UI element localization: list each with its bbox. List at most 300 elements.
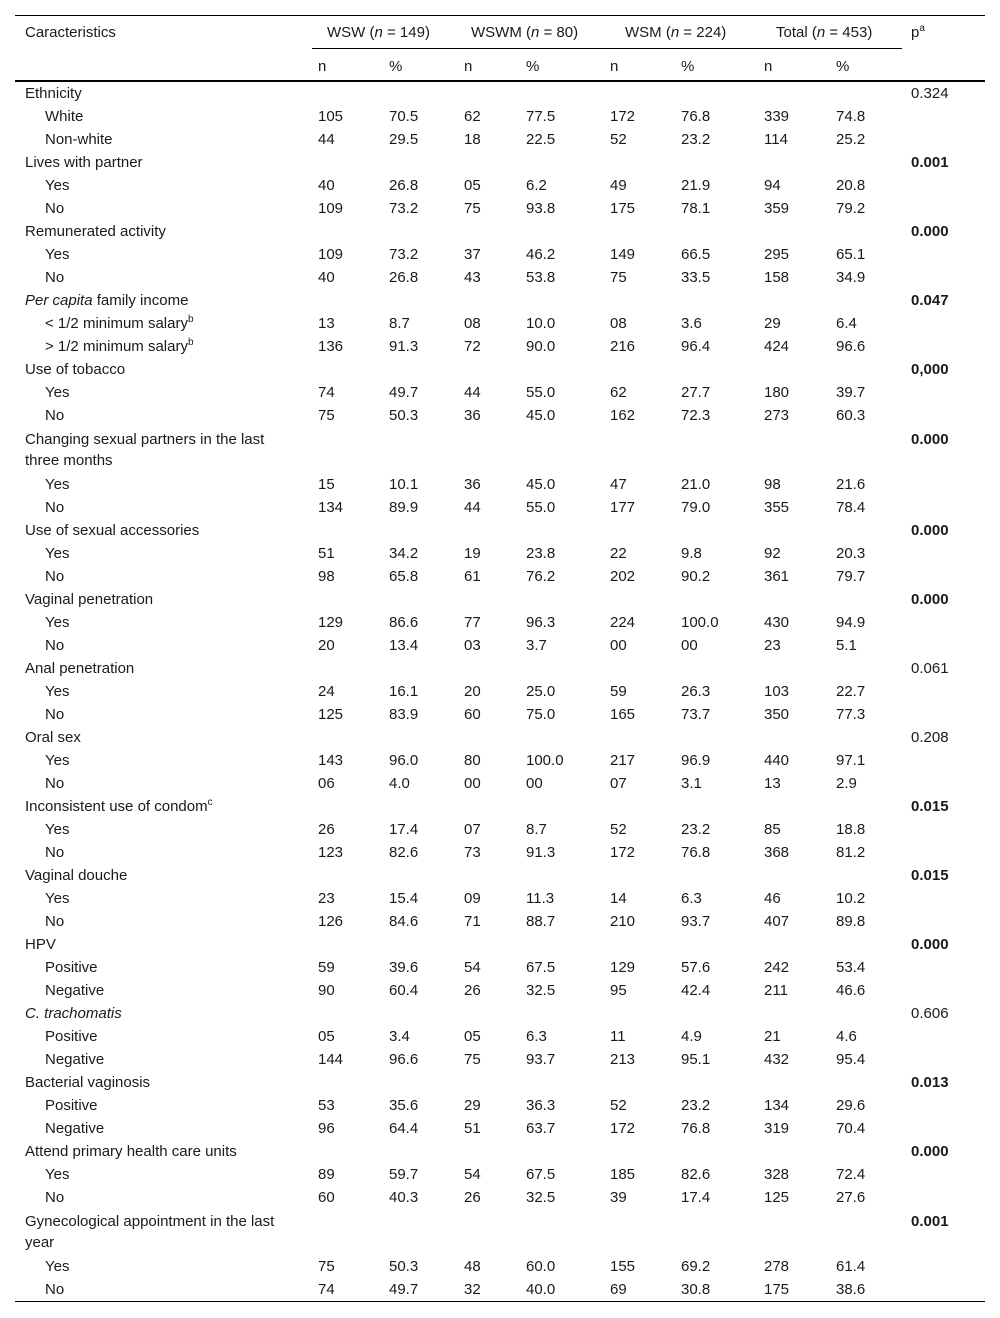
row-label: Yes (45, 246, 70, 263)
cell-wsw-n: 144 (318, 1051, 344, 1068)
row-label: Yes (45, 752, 70, 769)
p-value: 0.001 (911, 1213, 949, 1230)
p-value: 0.324 (911, 85, 949, 102)
cell-wswm-n: 71 (464, 913, 481, 930)
cell-total-n: 21 (764, 1028, 781, 1045)
cell-wsw-n: 90 (318, 982, 335, 999)
cell-wswm-n: 32 (464, 1281, 481, 1298)
category-row (15, 289, 985, 312)
cell-wsm-pct: 4.9 (681, 1028, 702, 1045)
cell-total-pct: 61.4 (836, 1258, 866, 1275)
cell-wswm-pct: 63.7 (526, 1120, 556, 1137)
header-wswm-pct: % (526, 58, 540, 75)
cell-wsw-pct: 8.7 (389, 315, 410, 332)
p-value: 0.015 (911, 798, 949, 815)
cell-wswm-n: 00 (464, 775, 481, 792)
p-value: 0.015 (911, 867, 949, 884)
cell-wsm-n: 213 (610, 1051, 636, 1068)
cell-wswm-pct: 6.3 (526, 1028, 547, 1045)
cell-wswm-pct: 55.0 (526, 384, 556, 401)
p-value: 0.000 (911, 591, 949, 608)
cell-wsm-n: 00 (610, 637, 627, 654)
category-label: Remunerated activity (25, 223, 166, 240)
cell-wswm-n: 19 (464, 545, 481, 562)
row-label: No (45, 499, 65, 516)
cell-wswm-pct: 77.5 (526, 108, 556, 125)
cell-wsw-n: 109 (318, 246, 344, 263)
cell-wsw-pct: 65.8 (389, 568, 419, 585)
row-label: Yes (45, 476, 70, 493)
cell-wsw-n: 129 (318, 614, 344, 631)
cell-total-n: 211 (764, 982, 788, 999)
cell-total-n: 175 (764, 1281, 790, 1298)
cell-wsw-n: 44 (318, 131, 335, 148)
cell-wsm-pct: 76.8 (681, 108, 711, 125)
cell-total-pct: 79.2 (836, 200, 866, 217)
cell-wswm-pct: 23.8 (526, 545, 556, 562)
cell-wsw-n: 125 (318, 706, 344, 723)
cell-wswm-n: 08 (464, 315, 481, 332)
cell-total-pct: 53.4 (836, 959, 866, 976)
row-label: No (45, 637, 65, 654)
cell-wsm-pct: 72.3 (681, 407, 711, 424)
cell-wsm-n: 49 (610, 177, 627, 194)
cell-wswm-n: 72 (464, 338, 481, 355)
cell-wsm-n: 185 (610, 1166, 636, 1183)
cell-wsw-n: 20 (318, 637, 335, 654)
row-label: No (45, 568, 65, 585)
cell-wswm-n: 54 (464, 1166, 481, 1183)
cell-total-pct: 34.9 (836, 269, 866, 286)
cell-wswm-n: 05 (464, 1028, 481, 1045)
header-wsm-n: n (610, 58, 619, 75)
row-label: Positive (45, 1028, 98, 1045)
cell-total-pct: 70.4 (836, 1120, 866, 1137)
cell-wswm-pct: 10.0 (526, 315, 556, 332)
cell-total-n: 430 (764, 614, 790, 631)
row-label: No (45, 844, 65, 861)
row-label: > 1/2 minimum salary$^b$ (45, 337, 194, 355)
category-row (15, 427, 985, 473)
row-label: Yes (45, 177, 70, 194)
cell-wswm-n: 60 (464, 706, 481, 723)
table-body (15, 82, 985, 1301)
cell-total-n: 13 (764, 775, 781, 792)
cell-wswm-n: 09 (464, 890, 481, 907)
cell-wsm-pct: 17.4 (681, 1189, 711, 1206)
category-row (15, 1140, 985, 1163)
cell-wswm-pct: 00 (526, 775, 543, 792)
cell-wswm-pct: 32.5 (526, 982, 556, 999)
cell-wsm-pct: 33.5 (681, 269, 711, 286)
header-group-wswm: WSWM (n = 80) (471, 24, 579, 41)
cell-wswm-n: 37 (464, 246, 481, 263)
cell-wsm-n: 47 (610, 476, 627, 493)
p-value: 0.000 (911, 223, 949, 240)
table-row (15, 105, 985, 128)
cell-total-pct: 29.6 (836, 1097, 866, 1114)
cell-wswm-n: 48 (464, 1258, 481, 1275)
cell-total-n: 359 (764, 200, 790, 217)
cell-wsm-n: 165 (610, 706, 636, 723)
cell-wsm-pct: 96.9 (681, 752, 711, 769)
table-row (15, 772, 985, 795)
header-wsw-pct: % (389, 58, 403, 75)
cell-total-pct: 72.4 (836, 1166, 866, 1183)
category-label: Per capita family income (25, 292, 189, 309)
category-label: HPV (25, 936, 56, 953)
cell-wswm-n: 05 (464, 177, 481, 194)
table-row (15, 956, 985, 979)
cell-wsm-pct: 6.3 (681, 890, 702, 907)
cell-wsm-n: 149 (610, 246, 636, 263)
header-row-subcolumns (15, 49, 985, 80)
p-value: 0.047 (911, 292, 949, 309)
cell-wswm-pct: 25.0 (526, 683, 556, 700)
cell-total-n: 350 (764, 706, 790, 723)
cell-wswm-n: 75 (464, 200, 481, 217)
cell-wsm-pct: 90.2 (681, 568, 711, 585)
table-row (15, 818, 985, 841)
cell-total-pct: 5.1 (836, 637, 857, 654)
category-label: Use of sexual accessories (25, 522, 200, 539)
cell-wswm-pct: 67.5 (526, 959, 556, 976)
table-row (15, 749, 985, 772)
cell-total-pct: 38.6 (836, 1281, 866, 1298)
cell-wsm-pct: 21.0 (681, 476, 711, 493)
cell-wsw-n: 126 (318, 913, 344, 930)
cell-total-pct: 77.3 (836, 706, 866, 723)
cell-wsw-n: 89 (318, 1166, 335, 1183)
cell-wsw-pct: 13.4 (389, 637, 419, 654)
row-label: Yes (45, 890, 70, 907)
cell-wswm-n: 07 (464, 821, 481, 838)
cell-wsw-n: 96 (318, 1120, 335, 1137)
cell-total-pct: 74.8 (836, 108, 866, 125)
cell-wsw-pct: 4.0 (389, 775, 410, 792)
table-bottom-rule (15, 1301, 985, 1302)
cell-total-pct: 25.2 (836, 131, 866, 148)
cell-total-n: 278 (764, 1258, 790, 1275)
header-group-total: Total (n = 453) (776, 24, 873, 41)
cell-total-pct: 21.6 (836, 476, 866, 493)
p-value: 0,000 (911, 361, 949, 378)
table-row (15, 473, 985, 496)
cell-wsw-n: 136 (318, 338, 344, 355)
cell-wsw-pct: 84.6 (389, 913, 419, 930)
header-wsw-n: n (318, 58, 327, 75)
table-row (15, 1255, 985, 1278)
cell-wsw-n: 53 (318, 1097, 335, 1114)
cell-wsw-pct: 91.3 (389, 338, 419, 355)
cell-wsm-n: 210 (610, 913, 636, 930)
cell-wsm-n: 69 (610, 1281, 627, 1298)
cell-wsm-pct: 100.0 (681, 614, 719, 631)
cell-wsm-n: 202 (610, 568, 636, 585)
p-value: 0.000 (911, 522, 949, 539)
cell-wsw-pct: 73.2 (389, 246, 419, 263)
cell-total-pct: 22.7 (836, 683, 866, 700)
p-value: 0.061 (911, 660, 949, 677)
category-label: Oral sex (25, 729, 81, 746)
cell-wswm-n: 03 (464, 637, 481, 654)
row-label: No (45, 407, 65, 424)
cell-wsw-pct: 83.9 (389, 706, 419, 723)
cell-wswm-pct: 6.2 (526, 177, 547, 194)
cell-wswm-n: 36 (464, 407, 481, 424)
cell-wsm-pct: 69.2 (681, 1258, 711, 1275)
cell-total-n: 92 (764, 545, 781, 562)
cell-total-n: 85 (764, 821, 781, 838)
cell-wsm-n: 172 (610, 844, 636, 861)
cell-total-n: 319 (764, 1120, 790, 1137)
cell-wsw-n: 05 (318, 1028, 335, 1045)
cell-wsw-n: 109 (318, 200, 344, 217)
table-row (15, 887, 985, 910)
cell-wsm-pct: 30.8 (681, 1281, 711, 1298)
cell-wswm-pct: 22.5 (526, 131, 556, 148)
cell-wswm-pct: 96.3 (526, 614, 556, 631)
cell-wsm-n: 75 (610, 269, 627, 286)
cell-wswm-pct: 60.0 (526, 1258, 556, 1275)
cell-total-n: 440 (764, 752, 790, 769)
cell-wsw-n: 98 (318, 568, 335, 585)
table-row (15, 841, 985, 864)
table-row (15, 1278, 985, 1301)
cell-wsw-n: 13 (318, 315, 335, 332)
category-row (15, 795, 985, 818)
cell-wsw-n: 60 (318, 1189, 335, 1206)
data-table (15, 15, 985, 1301)
row-label: White (45, 108, 84, 125)
cell-total-pct: 78.4 (836, 499, 866, 516)
row-label: Non-white (45, 131, 113, 148)
row-label: Yes (45, 614, 70, 631)
cell-wsm-pct: 78.1 (681, 200, 711, 217)
category-row (15, 151, 985, 174)
header-wsm-pct: % (681, 58, 695, 75)
table-row (15, 703, 985, 726)
table-row (15, 197, 985, 220)
cell-wsm-pct: 66.5 (681, 246, 711, 263)
row-label: No (45, 1281, 65, 1298)
cell-wsw-n: 26 (318, 821, 335, 838)
category-row (15, 519, 985, 542)
cell-total-n: 180 (764, 384, 790, 401)
cell-wswm-pct: 55.0 (526, 499, 556, 516)
cell-total-pct: 89.8 (836, 913, 866, 930)
category-row (15, 588, 985, 611)
cell-wswm-pct: 32.5 (526, 1189, 556, 1206)
cell-wsw-pct: 3.4 (389, 1028, 410, 1045)
cell-wswm-n: 44 (464, 499, 481, 516)
cell-wsm-pct: 42.4 (681, 982, 711, 999)
cell-total-n: 368 (764, 844, 790, 861)
cell-total-n: 339 (764, 108, 790, 125)
table-row (15, 312, 985, 335)
cell-wsw-n: 143 (318, 752, 344, 769)
table-row (15, 1025, 985, 1048)
cell-wsw-pct: 96.6 (389, 1051, 419, 1068)
cell-total-pct: 96.6 (836, 338, 866, 355)
category-row (15, 933, 985, 956)
cell-wswm-n: 29 (464, 1097, 481, 1114)
cell-wsw-n: 74 (318, 384, 335, 401)
cell-wswm-pct: 76.2 (526, 568, 556, 585)
cell-wsm-n: 155 (610, 1258, 636, 1275)
cell-total-pct: 79.7 (836, 568, 866, 585)
cell-wsm-pct: 3.6 (681, 315, 702, 332)
cell-total-pct: 6.4 (836, 315, 857, 332)
row-label: No (45, 775, 65, 792)
cell-wsm-n: 62 (610, 384, 627, 401)
cell-wsw-pct: 50.3 (389, 407, 419, 424)
cell-wsw-pct: 35.6 (389, 1097, 419, 1114)
cell-wsm-pct: 93.7 (681, 913, 711, 930)
cell-total-n: 29 (764, 315, 781, 332)
cell-wsm-n: 95 (610, 982, 627, 999)
cell-wsw-pct: 26.8 (389, 177, 419, 194)
cell-total-n: 125 (764, 1189, 790, 1206)
cell-wsm-n: 14 (610, 890, 627, 907)
category-label: Anal penetration (25, 660, 135, 677)
cell-wsw-pct: 64.4 (389, 1120, 419, 1137)
cell-wswm-pct: 3.7 (526, 637, 547, 654)
category-label: Lives with partner (25, 154, 143, 171)
cell-wsm-n: 216 (610, 338, 636, 355)
cell-wsw-n: 75 (318, 1258, 335, 1275)
cell-wsm-n: 217 (610, 752, 636, 769)
cell-total-pct: 18.8 (836, 821, 866, 838)
cell-wsw-n: 06 (318, 775, 335, 792)
cell-wswm-pct: 45.0 (526, 476, 556, 493)
p-value: 0.606 (911, 1005, 949, 1022)
row-label: Positive (45, 1097, 98, 1114)
cell-wsw-pct: 86.6 (389, 614, 419, 631)
p-value: 0.000 (911, 936, 949, 953)
table-row (15, 404, 985, 427)
cell-wswm-n: 26 (464, 1189, 481, 1206)
cell-wsm-n: 175 (610, 200, 636, 217)
cell-wsm-pct: 27.7 (681, 384, 711, 401)
row-label: Negative (45, 1120, 105, 1137)
row-label: No (45, 706, 65, 723)
cell-wswm-n: 80 (464, 752, 481, 769)
table-row (15, 1094, 985, 1117)
p-value: 0.208 (911, 729, 949, 746)
table-row (15, 243, 985, 266)
cell-wsm-n: 11 (610, 1028, 626, 1045)
category-label: Vaginal penetration (25, 591, 154, 608)
row-label: Negative (45, 982, 105, 999)
cell-wswm-n: 18 (464, 131, 481, 148)
cell-wsw-pct: 82.6 (389, 844, 419, 861)
row-label: Yes (45, 384, 70, 401)
cell-wsm-n: 52 (610, 821, 627, 838)
row-label: Positive (45, 959, 98, 976)
category-row (15, 1209, 985, 1255)
cell-total-pct: 2.9 (836, 775, 857, 792)
cell-wsm-n: 177 (610, 499, 636, 516)
cell-wsw-pct: 60.4 (389, 982, 419, 999)
cell-wswm-pct: 40.0 (526, 1281, 556, 1298)
cell-wsm-n: 172 (610, 108, 636, 125)
cell-wsw-n: 75 (318, 407, 335, 424)
table-row (15, 1186, 985, 1209)
cell-wswm-n: 20 (464, 683, 481, 700)
cell-wsw-n: 40 (318, 269, 335, 286)
cell-total-n: 23 (764, 637, 781, 654)
cell-total-pct: 20.8 (836, 177, 866, 194)
cell-wsm-n: 08 (610, 315, 627, 332)
cell-wsw-pct: 10.1 (389, 476, 419, 493)
category-label: Attend primary health care units (25, 1143, 237, 1160)
table-row (15, 266, 985, 289)
category-row (15, 220, 985, 243)
cell-total-n: 361 (764, 568, 790, 585)
cell-wsm-pct: 23.2 (681, 1097, 711, 1114)
table-row (15, 634, 985, 657)
cell-wswm-n: 54 (464, 959, 481, 976)
table-row (15, 496, 985, 519)
table-row (15, 1163, 985, 1186)
cell-wsw-pct: 59.7 (389, 1166, 419, 1183)
cell-total-n: 158 (764, 269, 790, 286)
cell-wsm-n: 59 (610, 683, 627, 700)
cell-wsm-pct: 26.3 (681, 683, 711, 700)
cell-wsm-pct: 3.1 (681, 775, 702, 792)
table-row (15, 174, 985, 197)
cell-wsw-n: 24 (318, 683, 335, 700)
cell-wswm-pct: 45.0 (526, 407, 556, 424)
row-label: No (45, 269, 65, 286)
header-total-pct: % (836, 58, 850, 75)
cell-wsw-pct: 26.8 (389, 269, 419, 286)
p-value: 0.000 (911, 1143, 949, 1160)
cell-wswm-pct: 93.8 (526, 200, 556, 217)
cell-wsm-n: 22 (610, 545, 627, 562)
cell-wswm-n: 75 (464, 1051, 481, 1068)
row-label: No (45, 1189, 65, 1206)
cell-wswm-pct: 100.0 (526, 752, 564, 769)
table-row (15, 680, 985, 703)
table-row (15, 910, 985, 933)
cell-wswm-n: 36 (464, 476, 481, 493)
cell-wswm-n: 77 (464, 614, 481, 631)
table-row (15, 381, 985, 404)
cell-wsm-pct: 9.8 (681, 545, 702, 562)
cell-wsw-n: 105 (318, 108, 344, 125)
cell-total-n: 134 (764, 1097, 790, 1114)
cell-total-n: 355 (764, 499, 790, 516)
category-row (15, 864, 985, 887)
cell-wsw-pct: 50.3 (389, 1258, 419, 1275)
cell-total-pct: 97.1 (836, 752, 866, 769)
cell-wsw-n: 15 (318, 476, 335, 493)
category-label: Gynecological appointment in the last year (25, 1213, 275, 1251)
cell-total-pct: 81.2 (836, 844, 866, 861)
cell-wsm-n: 07 (610, 775, 627, 792)
table-row (15, 335, 985, 358)
cell-wsm-pct: 23.2 (681, 131, 711, 148)
p-value: 0.000 (911, 431, 949, 448)
cell-wsm-pct: 21.9 (681, 177, 711, 194)
cell-wsw-pct: 34.2 (389, 545, 419, 562)
cell-wsm-n: 52 (610, 1097, 627, 1114)
category-label: C. trachomatis (25, 1005, 122, 1022)
row-label: Negative (45, 1051, 105, 1068)
table-row (15, 1117, 985, 1140)
